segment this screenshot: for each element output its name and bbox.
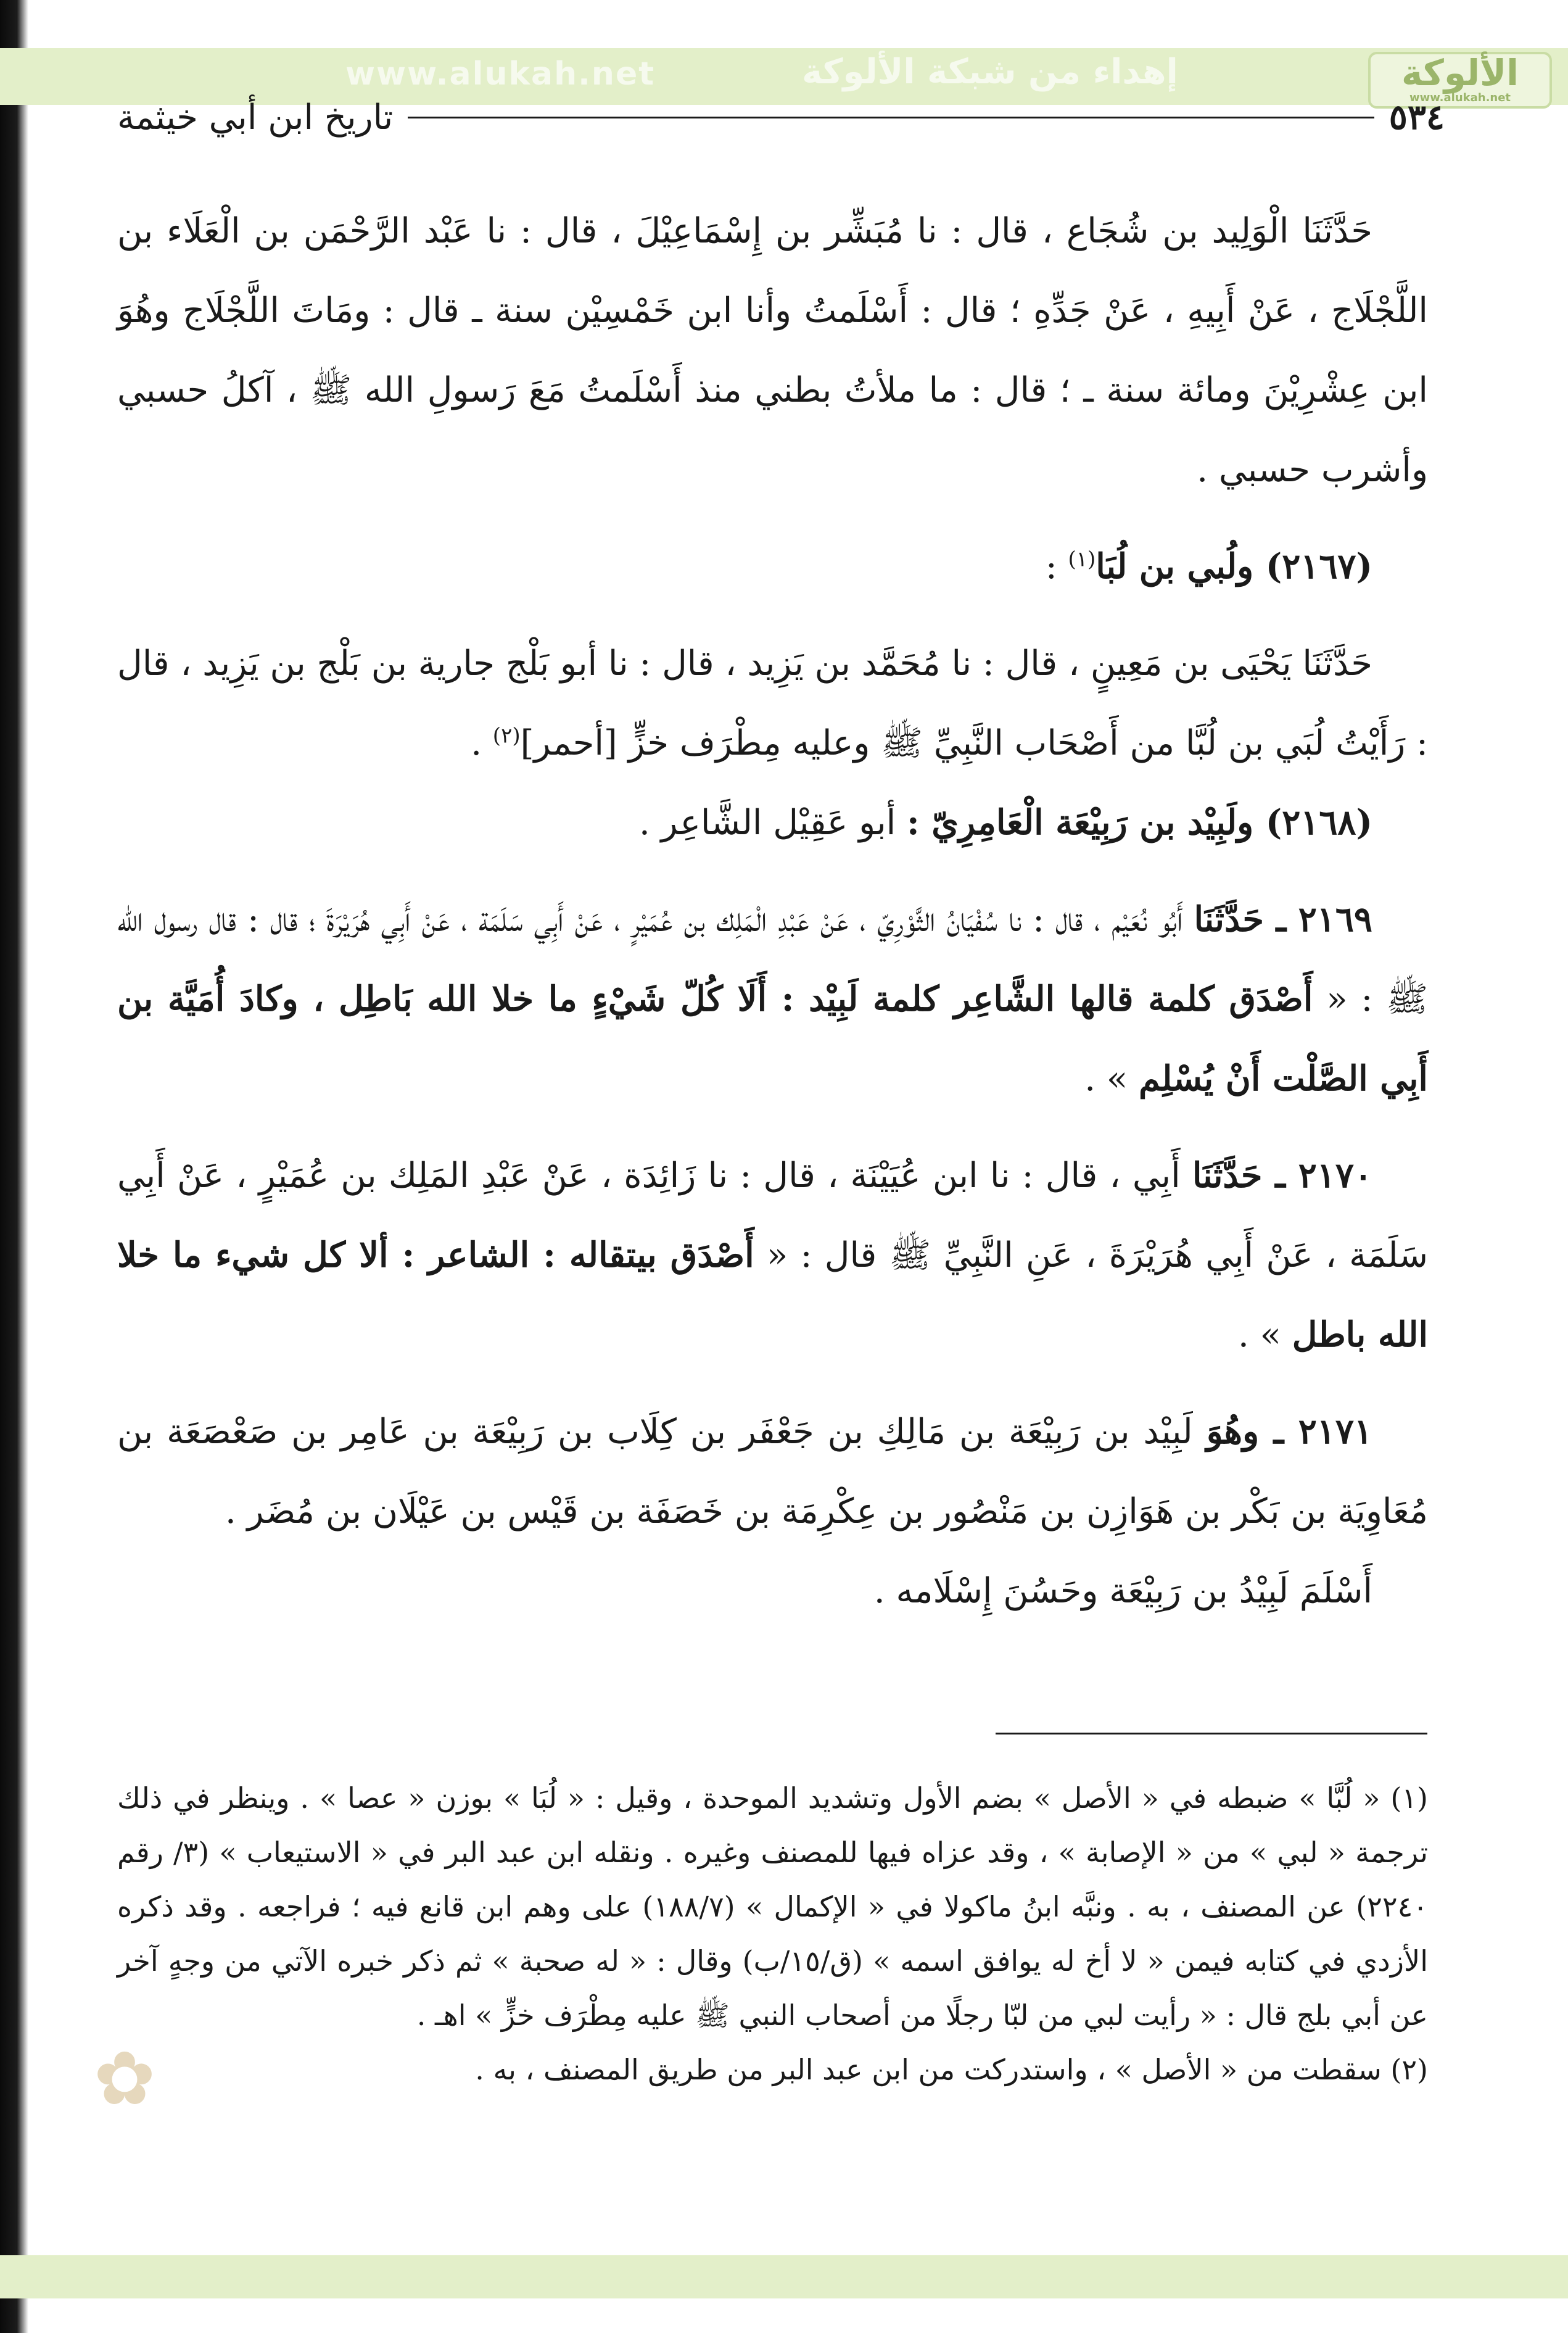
- heading-2168: [117, 783, 1428, 863]
- header-rule: [408, 117, 1374, 118]
- logo-url: www.alukah.net: [1409, 91, 1511, 104]
- footnotes: [117, 1771, 1428, 2097]
- entry-2171: [117, 1392, 1428, 1551]
- entry-2169-end: » .: [1084, 1059, 1139, 1099]
- heading-2168-title: (٢١٦٨) ولَبِيْد بن رَبِيْعَة الْعَامِرِيّ :: [907, 802, 1372, 843]
- entry-2170-end: » .: [1238, 1315, 1292, 1355]
- entry-2170-quote: أَصْدَق بيتقاله : الشاعر : ألا كل شيء ما خلا الله باطل: [117, 1235, 1428, 1355]
- entry-2171-lead: ٢١٧١ ـ وهُوَ: [1206, 1411, 1372, 1452]
- footnote-ref-1[interactable]: (١): [1068, 547, 1096, 572]
- running-head: [117, 93, 1445, 142]
- paragraph-2: [117, 624, 1428, 783]
- book-title: تاريخ ابن أبي خيثمة: [117, 97, 394, 138]
- footnote-ref-2[interactable]: (٢): [492, 723, 521, 748]
- entry-2169-quote: أَصْدَق كلمة قالها الشَّاعِر كلمة لَبِيْد : أَلَا كُلّ شَيْءٍ ما خلا الله بَاطِل ، وكادَ أُمَيَّة بن أَبِي الصَّلْت أَنْ يُسْلِم: [117, 979, 1428, 1099]
- entry-2170-lead: ٢١٧٠ ـ حَدَّثَنَا: [1192, 1155, 1372, 1196]
- paragraph-last: أَسْلَمَ لَبِيْدُ بن رَبِيْعَة وحَسُنَ إِسْلَامه .: [873, 1571, 1372, 1611]
- main-text: [117, 191, 1428, 1631]
- heading-2168-rest: أبو عَقِيْل الشَّاعِر .: [638, 803, 907, 843]
- site-url[interactable]: www.alukah.net: [345, 56, 656, 93]
- paragraph-2-end: .: [471, 723, 493, 763]
- entry-2170: [117, 1136, 1428, 1375]
- heading-2167-end: :: [1045, 547, 1068, 587]
- entry-2169-lead: ٢١٦٩ ـ حَدَّثَنَا: [1194, 899, 1372, 940]
- paragraph-1: حَدَّثَنَا الْوَلِيد بن شُجَاع ، قال : نا مُبَشِّر بن إِسْمَاعِيْلَ ، قال : نا عَبْد الرَّحْمَن بن الْعَلَاء بن اللَّجْلَاج ، عَنْ أَبِيهِ ، عَنْ جَدِّهِ ؛ قال : أَسْلَمتُ وأنا ابن خَمْسِيْن سنة ـ قال : ومَاتَ اللَّجْلَاج وهُوَ ابن عِشْرِيْنَ ومائة سنة ـ ؛ قال : ما ملأتُ بطني منذ أَسْلَمتُ مَعَ رَسولِ الله ﷺ ، آكلُ حسبي وأشرب حسبي .: [117, 211, 1428, 490]
- bottom-band: [0, 2255, 1568, 2298]
- entry-2169: [117, 880, 1428, 1119]
- heading-2167: [117, 527, 1428, 607]
- watermark-glyph: ✿: [93, 2036, 156, 2122]
- footnote-1: (١) « لُبَّا » ضبطه في « الأصل » بضم الأول وتشديد الموحدة ، وقيل : « لُبَا » بوزن « عصا » . وينظر في ذلك ترجمة « لبي » من « الإصابة » ، وقد عزاه فيها للمصنف وغيره . ونقله ابن عبد البر في « الاستيعاب » (٣/ رقم ٢٢٤٠) عن المصنف ، به . ونبَّه ابنُ ماكولا في « الإكمال » (١٨٨/٧) على وهم ابن قانع فيه ؛ فراجعه . وقد ذكره الأزدي في كتابه فيمن « لا أخ له يوافق اسمه » (ق/١٥/ب) وقال : « له صحبة » ثم ذكر خبره الآتي من وجهٍ آخر عن أبي بلج قال : « رأيت لبي من لبّا رجلًا من أصحاب النبي ﷺ عليه مِطْرَف خزٍّ » اهـ .: [117, 1781, 1429, 2032]
- watermark-logo: [32, 2018, 217, 2240]
- scan-edge-shadow: [0, 0, 28, 2333]
- paragraph-2-text: حَدَّثَنَا يَحْيَى بن مَعِينٍ ، قال : نا مُحَمَّد بن يَزِيد ، قال : نا أبو بَلْج جارية بن بَلْج بن يَزِيد ، قال : رَأَيْتُ لُبَي بن لُبَّا من أَصْحَاب النَّبِيِّ ﷺ وعليه مِطْرَف خزٍّ [أحمر]: [117, 644, 1428, 763]
- logo-name: الألوكة: [1401, 52, 1519, 94]
- footnote-2: (٢) سقطت من « الأصل » ، واستدركت من ابن عبد البر من طريق المصنف ، به .: [475, 2053, 1428, 2086]
- page-number: ٥٣٤: [1389, 97, 1445, 138]
- entry-2169-text: أَبُو نُعَيْم ، قال : نا سُفْيَانُ الثَّوْرِيّ ، عَنْ عَبْدِ الْمَلِك بن عُمَيْرٍ ، عَنْ أَبِي سَلَمَة ، عَنْ أَبِي هُرَيْرَةَ ؛ قال : قال رسول الله ﷺ : «: [117, 900, 1428, 1019]
- footnote-separator: [996, 1733, 1427, 1734]
- entry-2171-text: لَبِيْد بن رَبِيْعَة بن مَالِكِ بن جَعْفَر بن كِلَاب بن رَبِيْعَة بن عَامِر بن صَعْصَعَة بن مُعَاوِيَة بن بَكْر بن هَوَازِن بن مَنْصُور بن عِكْرِمَة بن خَصَفَة بن قَيْس بن عَيْلَان بن مُضَر .: [117, 1412, 1428, 1531]
- heading-2167-title: (٢١٦٧) ولُبي بن لُبَا: [1096, 546, 1372, 587]
- entry-2170-text: أَبِي ، قال : نا ابن عُيَيْنَة ، قال : نا زَائِدَة ، عَنْ عَبْدِ المَلِك بن عُمَيْرٍ ، عَنْ أَبِي سَلَمَة ، عَنْ أَبِي هُرَيْرَةَ ، عَنِ النَّبِيِّ ﷺ قال : «: [117, 1156, 1428, 1275]
- gift-text: إهداء من شبكة الألوكة: [802, 52, 1178, 92]
